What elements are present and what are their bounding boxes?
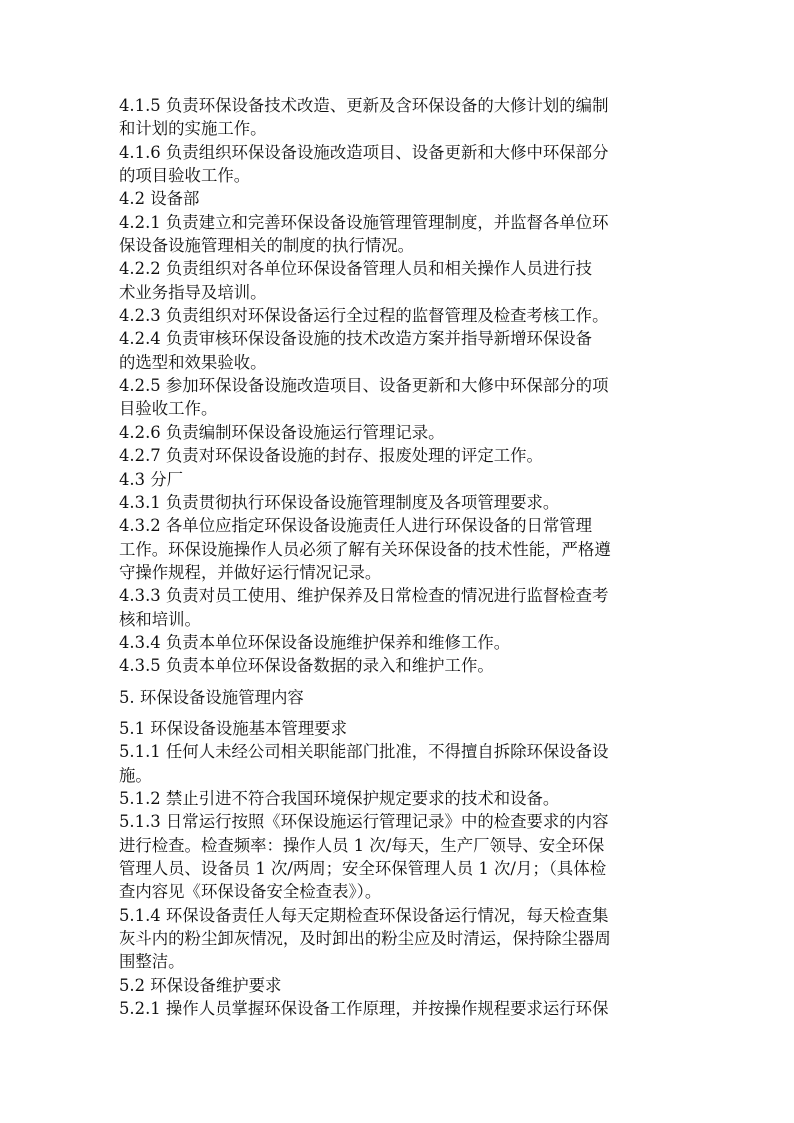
text-line: 4.2.3 负责组织对环保设备运行全过程的监督管理及检查考核工作。 (119, 306, 609, 326)
paragraph-s514 (119, 904, 675, 974)
paragraph-s42 (119, 187, 675, 210)
text-line: 5. 环保设备设施管理内容 (119, 687, 304, 707)
paragraph-s422 (119, 257, 675, 304)
paragraph-s431 (119, 491, 675, 514)
text-line: 5.1 环保设备设施基本管理要求 (119, 718, 347, 738)
text-line: 5.1.2 禁止引进不符合我国环境保护规定要求的技术和设备。 (119, 788, 560, 808)
paragraph-s427 (119, 444, 675, 467)
text-line: 4.3 分厂 (119, 469, 184, 489)
paragraph-s51 (119, 717, 675, 740)
paragraph-s511 (119, 740, 675, 787)
paragraph-s521 (119, 997, 675, 1020)
text-line: 4.3.2 各单位应指定环保设备设施责任人进行环保设备的日常管理 (119, 516, 593, 536)
text-line: 4.2.7 负责对环保设备设施的封存、报废处理的评定工作。 (119, 446, 543, 466)
text-line: 4.1.5 负责环保设备技术改造、更新及含环保设备的大修计划的编制 (119, 96, 609, 115)
text-line: 4.2 设备部 (119, 189, 200, 209)
section-spacer (119, 709, 675, 717)
document-page (119, 94, 675, 1020)
text-line: 守操作规程，并做好运行情况记录。 (119, 562, 382, 582)
text-line: 的选型和效果验收。 (119, 352, 267, 372)
text-line: 保设备设施管理相关的制度的执行情况。 (119, 236, 415, 256)
paragraph-s423 (119, 304, 675, 327)
text-line: 管理人员、设备员 1 次/两周；安全环保管理人员 1 次/月；（具体检 (119, 859, 607, 878)
paragraph-s415 (119, 94, 675, 141)
text-line: 4.2.6 负责编制环保设备设施运行管理记录。 (119, 422, 445, 442)
paragraph-s433 (119, 584, 675, 631)
paragraph-s513 (119, 810, 675, 903)
paragraph-s434 (119, 631, 675, 654)
text-line: 5.2 环保设备维护要求 (119, 975, 282, 995)
text-line: 工作。环保设施操作人员必须了解有关环保设备的技术性能，严格遵 (119, 539, 611, 559)
text-line: 4.3.5 负责本单位环保设备数据的录入和维护工作。 (119, 656, 494, 676)
text-line: 4.3.4 负责本单位环保设备设施维护保养和维修工作。 (119, 632, 511, 652)
paragraph-s43 (119, 468, 675, 491)
paragraph-s432 (119, 514, 675, 584)
paragraph-s426 (119, 421, 675, 444)
text-line: 4.2.2 负责组织对各单位环保设备管理人员和相关操作人员进行技 (119, 259, 593, 279)
text-line: 和计划的实施工作。 (119, 119, 267, 139)
text-line: 5.1.4 环保设备责任人每天定期检查环保设备运行情况，每天检查集 (119, 905, 609, 925)
text-line: 5.1.1 任何人未经公司相关职能部门批准，不得擅自拆除环保设备设 (119, 742, 609, 762)
paragraph-s512 (119, 787, 675, 810)
text-line: 术业务指导及培训。 (119, 282, 267, 302)
text-line: 查内容见《环保设备安全检查表》）。 (119, 882, 382, 902)
text-line: 核和培训。 (119, 609, 201, 629)
text-line: 4.2.5 参加环保设备设施改造项目、设备更新和大修中环保部分的项 (119, 376, 609, 396)
paragraph-s425 (119, 374, 675, 421)
text-line: 进行检查。检查频率：操作人员 1 次/每天，生产厂领导、安全环保 (119, 835, 605, 855)
paragraph-s5 (119, 686, 675, 709)
section-spacer (119, 678, 675, 686)
text-line: 4.2.4 负责审核环保设备设施的技术改造方案并指导新增环保设备 (119, 329, 593, 349)
paragraph-s416 (119, 141, 675, 188)
text-line: 4.2.1 负责建立和完善环保设备设施管理管理制度，并监督各单位环 (119, 212, 609, 232)
text-line: 灰斗内的粉尘卸灰情况，及时卸出的粉尘应及时清运，保持除尘器周 (119, 929, 611, 949)
text-line: 围整洁。 (119, 952, 185, 972)
text-line: 4.1.6 负责组织环保设备设施改造项目、设备更新和大修中环保部分 (119, 142, 609, 162)
text-line: 目验收工作。 (119, 399, 218, 419)
text-line: 5.2.1 操作人员掌握环保设备工作原理，并按操作规程要求运行环保 (119, 999, 609, 1019)
text-line: 的项目验收工作。 (119, 166, 251, 186)
paragraph-s435 (119, 654, 675, 677)
paragraph-s421 (119, 211, 675, 258)
paragraph-s424 (119, 327, 675, 374)
text-line: 4.3.1 负责贯彻执行环保设备设施管理制度及各项管理要求。 (119, 492, 560, 512)
text-line: 施。 (119, 765, 152, 785)
paragraph-s52 (119, 974, 675, 997)
text-line: 5.1.3 日常运行按照《环保设施运行管理记录》中的检查要求的内容 (119, 812, 609, 832)
text-line: 4.3.3 负责对员工使用、维护保养及日常检查的情况进行监督检查考 (119, 586, 609, 606)
